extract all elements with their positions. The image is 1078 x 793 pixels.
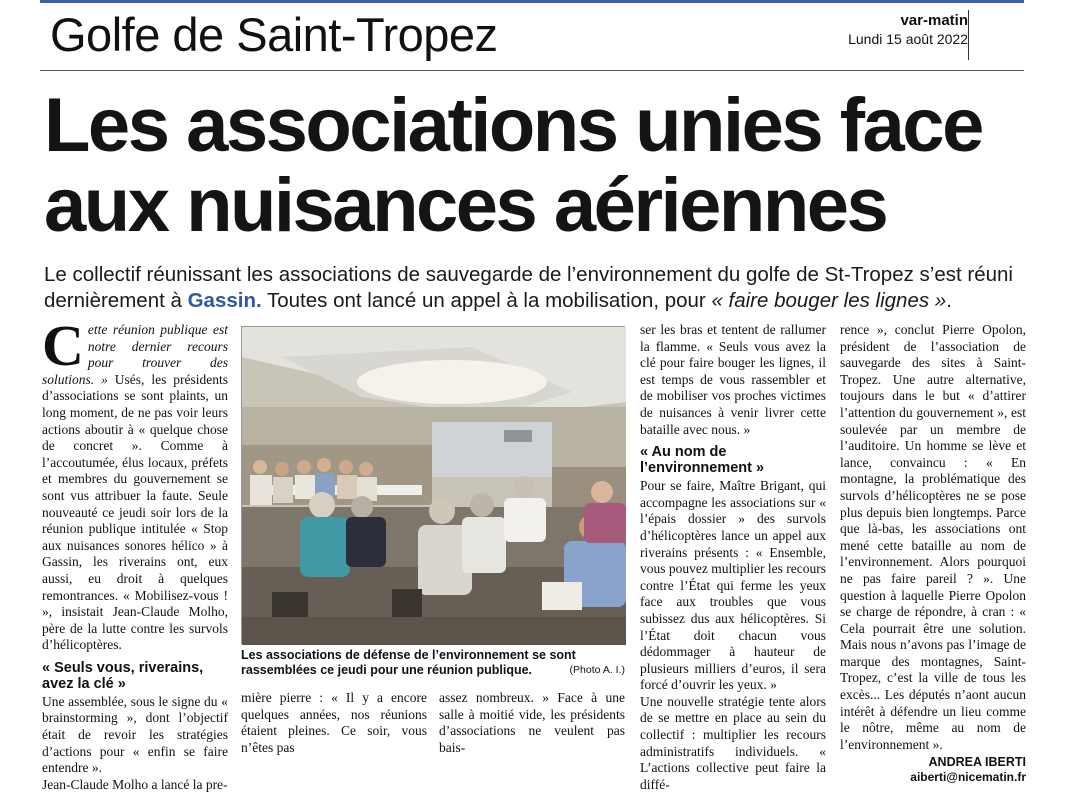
masthead bbox=[848, 12, 968, 48]
column-5 bbox=[840, 322, 1026, 785]
column-2-text: mière pierre : « Il y a encore quelques années, nos réunions étaient pleines. Ce soir, vous n’êtes pas bbox=[241, 690, 427, 755]
column-3 bbox=[439, 690, 625, 756]
location-name: Gassin. bbox=[187, 289, 262, 312]
column-2 bbox=[241, 690, 427, 756]
article-headline bbox=[44, 83, 1044, 248]
column-4 bbox=[640, 322, 826, 793]
photo-caption bbox=[241, 648, 625, 678]
author-email[interactable]: aiberti@nicematin.fr bbox=[910, 770, 1026, 785]
drop-cap: C bbox=[42, 313, 84, 378]
lead-part-1: Le collectif réunissant les associations de sauvegarde de l’environnement du golfe de St-Tropez s’est réuni dernièrement à bbox=[44, 263, 1013, 312]
opening-quote: ette réunion publique est notre dernier recours pour trouver des solutions. » bbox=[42, 322, 228, 387]
author-name: ANDREA IBERTI bbox=[928, 755, 1026, 770]
caption-text: Les associations de défense de l’environnement se sont rassemblées ce jeudi pour une réunion publique. bbox=[241, 648, 576, 677]
photo-credit: (Photo A. I.) bbox=[569, 664, 625, 676]
lead-end: . bbox=[946, 289, 952, 312]
publication-date: Lundi 15 août 2022 bbox=[848, 31, 968, 47]
article-lead bbox=[44, 262, 1034, 314]
column-4-paragraph-2: Pour se faire, Maître Brigant, qui accompagne les associations sur « l’épais dossier » des survols d’hélicoptères lance un appel aux riverains présents : « Ensemble, vous pouvez multiplier les recours contre l’État qui ferme les yeux face aux troubles que vous subissez dus aux hélicoptères. Si l’État doit chacun vous dédommager à hauteur de plusieurs milliers d’euros, il sera forcé d’ouvrir les yeux. » bbox=[640, 478, 826, 693]
column-4-paragraph-3: Une nouvelle stratégie tente alors de se mettre en place au sein du collectif : multiplier les recours administratifs individuels. « L’actions collective peut faire la diffé- bbox=[640, 693, 826, 792]
column-1 bbox=[42, 313, 228, 793]
meeting-photo-image bbox=[242, 327, 626, 645]
column-4-paragraph-1: ser les bras et tentent de rallumer la flamme. « Seuls vous avez la clé pour faire bouger les lignes, il est temps de vous rassembler et de mobiliser vos proches victimes de nuisances à venir livrer cette bataille avec nous. » bbox=[640, 322, 826, 437]
top-rule bbox=[40, 0, 1024, 3]
headline-line-2: aux nuisances aériennes bbox=[44, 163, 887, 248]
paragraph-1 bbox=[42, 313, 228, 654]
paragraph-1-text: Usés, les présidents d’associations se sont plaints, un long moment, de ne pas voir leurs actions aboutir à « quelque chose de concret ». Comme à l’accoutumée, élus locaux, préfets et membres du gouvernement se sont vus attribuer la faute. Seule nouveauté ce jeudi soir lors de la réunion publique intitulée « Stop aux nuisances sonores hélico » à Gassin, les riverains ont, eux aussi, eu droit à quelques remontrances. « Mobilisez-vous ! », insistait Jean-Claude Molho, père de la lutte contre les survols d’hélicoptères. bbox=[42, 371, 228, 653]
subheading-1: « Seuls vous, riverains, avez la clé » bbox=[42, 659, 204, 692]
column-5-paragraph: rence », conclut Pierre Opolon, président de l’association de sauvegarde des sites à Saint-Tropez. Une autre alternative, toujours dans le but « d’attirer l’attention du gouvernement », est soulevée par un membre de l’auditoire. Un homme se lève et lance, convaincu : « En montagne, la problématique des survols d’hélicoptères ne se pose plus depuis bien longtemps. Parce que là-bas, les associations ont mené cette bataille au nom de l’environnement. Alors pourquoi ne pas faire pareil ? ». Une question à laquelle Pierre Opolon se charge de répondre, à cran : « Cela pourrait être une solution. Mais nous n’avons pas l’image de marque des montagnes, Saint-Tropez, c’est la ville de tous les excès... Les députés n’aont aucun intérêt à défendre un lieu comme le nôtre, même au nom de l’environnement ». bbox=[840, 322, 1026, 752]
paragraph-3: Jean-Claude Molho a lancé la pre- bbox=[42, 776, 228, 792]
meeting-photo bbox=[241, 326, 625, 644]
vertical-divider bbox=[968, 10, 969, 60]
column-3-text: assez nombreux. » Face à une salle à moitié vide, les présidents d’associations ne veulent pas bais- bbox=[439, 690, 625, 755]
header-divider bbox=[40, 70, 1024, 71]
paragraph-2: Une assemblée, sous le signe du « brainstorming », dont l’objectif était de revoir les stratégies d’actions pour « enfin se faire entendre ». bbox=[42, 693, 228, 776]
subheading-2: « Au nom de l’environnement » bbox=[640, 444, 765, 477]
section-title: Golfe de Saint-Tropez bbox=[50, 8, 498, 61]
newspaper-name: var-matin bbox=[900, 12, 968, 29]
lead-quote: « faire bouger les lignes » bbox=[711, 289, 947, 312]
lead-part-2: Toutes ont lancé un appel à la mobilisation, pour bbox=[261, 289, 712, 312]
headline-line-1: Les associations unies face bbox=[44, 83, 982, 168]
